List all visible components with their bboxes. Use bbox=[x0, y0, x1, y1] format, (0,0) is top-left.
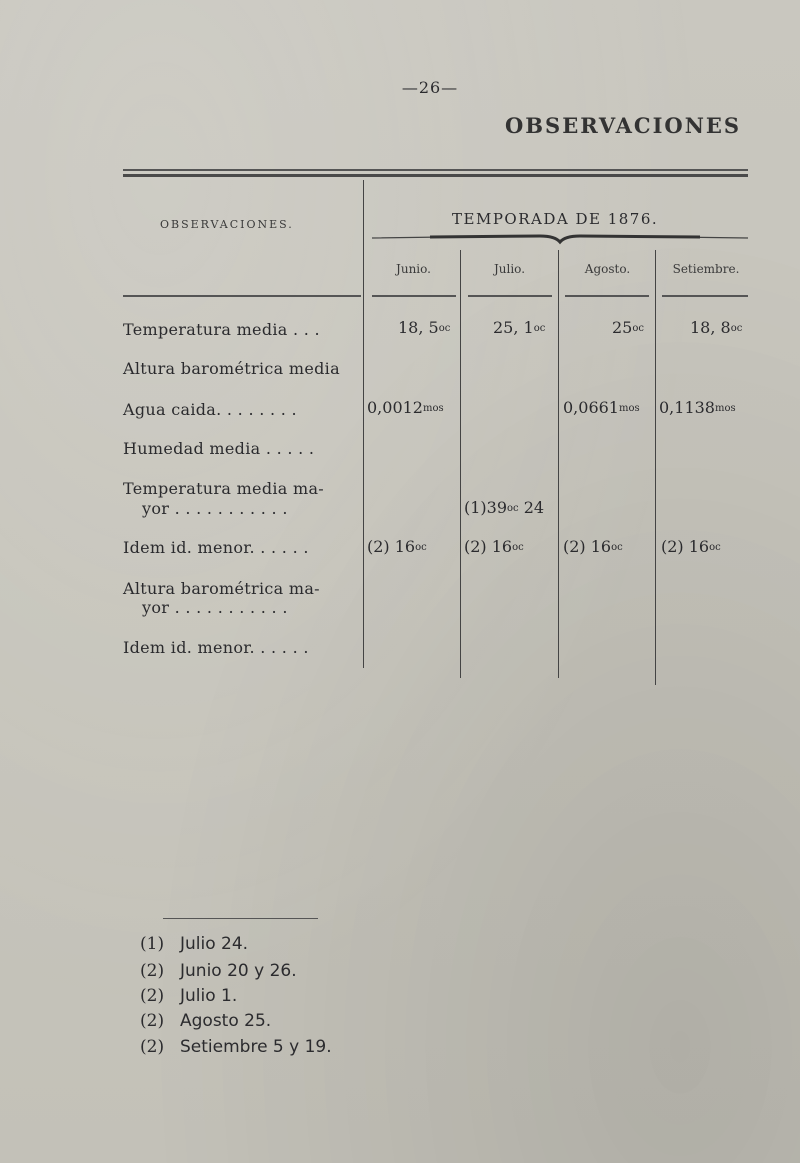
cell-temp-julio: 25, $1^{oc}$ bbox=[493, 318, 546, 337]
row-label-altura-barometrica-mayor-cont: yor . . . . . . . . . . . bbox=[142, 598, 288, 617]
header-rule-label bbox=[123, 295, 361, 297]
row-label-temperatura-media-mayor-cont: yor . . . . . . . . . . . bbox=[142, 499, 288, 518]
row-label-temperatura-media: Temperatura media . . . bbox=[123, 320, 320, 339]
cell-temp-mayor-julio: $(1)39^{oc}$ 24 bbox=[464, 498, 545, 517]
cell-menor-setiembre: (2) $16^{oc}$ bbox=[661, 537, 721, 556]
cell-agua-junio: $0,0012^{mos}$ bbox=[367, 398, 444, 417]
cell-menor-julio: (2) $16^{oc}$ bbox=[464, 537, 524, 556]
footnote-rule bbox=[163, 918, 318, 919]
footnote: (2) Agosto 25. bbox=[140, 1011, 272, 1031]
row-label-agua-caida: Agua caida. . . . . . . . bbox=[123, 400, 297, 419]
col-divider-4 bbox=[655, 250, 656, 685]
cell-temp-junio: 18, $5^{oc}$ bbox=[398, 318, 451, 337]
header-rule-setiembre bbox=[662, 295, 748, 297]
row-label-idem-menor-1: Idem id. menor. . . . . . bbox=[123, 538, 309, 557]
cell-temp-setiembre: 18, $8^{oc}$ bbox=[690, 318, 743, 337]
row-label-idem-menor-2: Idem id. menor. . . . . . bbox=[123, 638, 309, 657]
row-header-label: OBSERVACIONES. bbox=[160, 218, 294, 231]
col-divider-3 bbox=[558, 250, 559, 678]
cell-agua-setiembre: $0,1138^{mos}$ bbox=[659, 398, 736, 417]
footnote: (2) Setiembre 5 y 19. bbox=[140, 1037, 332, 1057]
month-header-junio: Junio. bbox=[396, 262, 431, 276]
season-header: TEMPORADA DE 1876. bbox=[452, 210, 659, 228]
cell-menor-junio: (2) $16^{oc}$ bbox=[367, 537, 427, 556]
page-number: —26— bbox=[401, 78, 459, 97]
top-rule bbox=[123, 169, 748, 171]
season-brace bbox=[370, 228, 750, 250]
footnote: (2) Junio 20 y 26. bbox=[140, 961, 297, 981]
footnote: (1) Julio 24. bbox=[140, 934, 249, 954]
month-header-julio: Julio. bbox=[493, 262, 526, 276]
row-label-humedad-media: Humedad media . . . . . bbox=[123, 439, 315, 458]
row-label-altura-barometrica-mayor: Altura barométrica ma- bbox=[123, 579, 320, 598]
cell-menor-agosto: (2) $16^{oc}$ bbox=[563, 537, 623, 556]
row-label-altura-barometrica-media: Altura barométrica media bbox=[123, 359, 340, 378]
running-title: OBSERVACIONES bbox=[505, 113, 742, 138]
row-label-temperatura-media-mayor: Temperatura media ma- bbox=[123, 479, 325, 498]
header-rule-agosto bbox=[565, 295, 649, 297]
month-header-agosto: Agosto. bbox=[584, 262, 631, 276]
top-rule-thick bbox=[123, 174, 748, 177]
cell-agua-agosto: $0,0661^{mos}$ bbox=[563, 398, 640, 417]
cell-temp-agosto: $25^{oc}$ bbox=[612, 318, 644, 337]
col-divider-2 bbox=[460, 250, 461, 678]
header-rule-junio bbox=[372, 295, 456, 297]
col-divider-1 bbox=[363, 180, 364, 668]
footnote: (2) Julio 1. bbox=[140, 986, 238, 1006]
header-rule-julio bbox=[468, 295, 552, 297]
month-header-setiembre: Setiembre. bbox=[672, 262, 740, 276]
